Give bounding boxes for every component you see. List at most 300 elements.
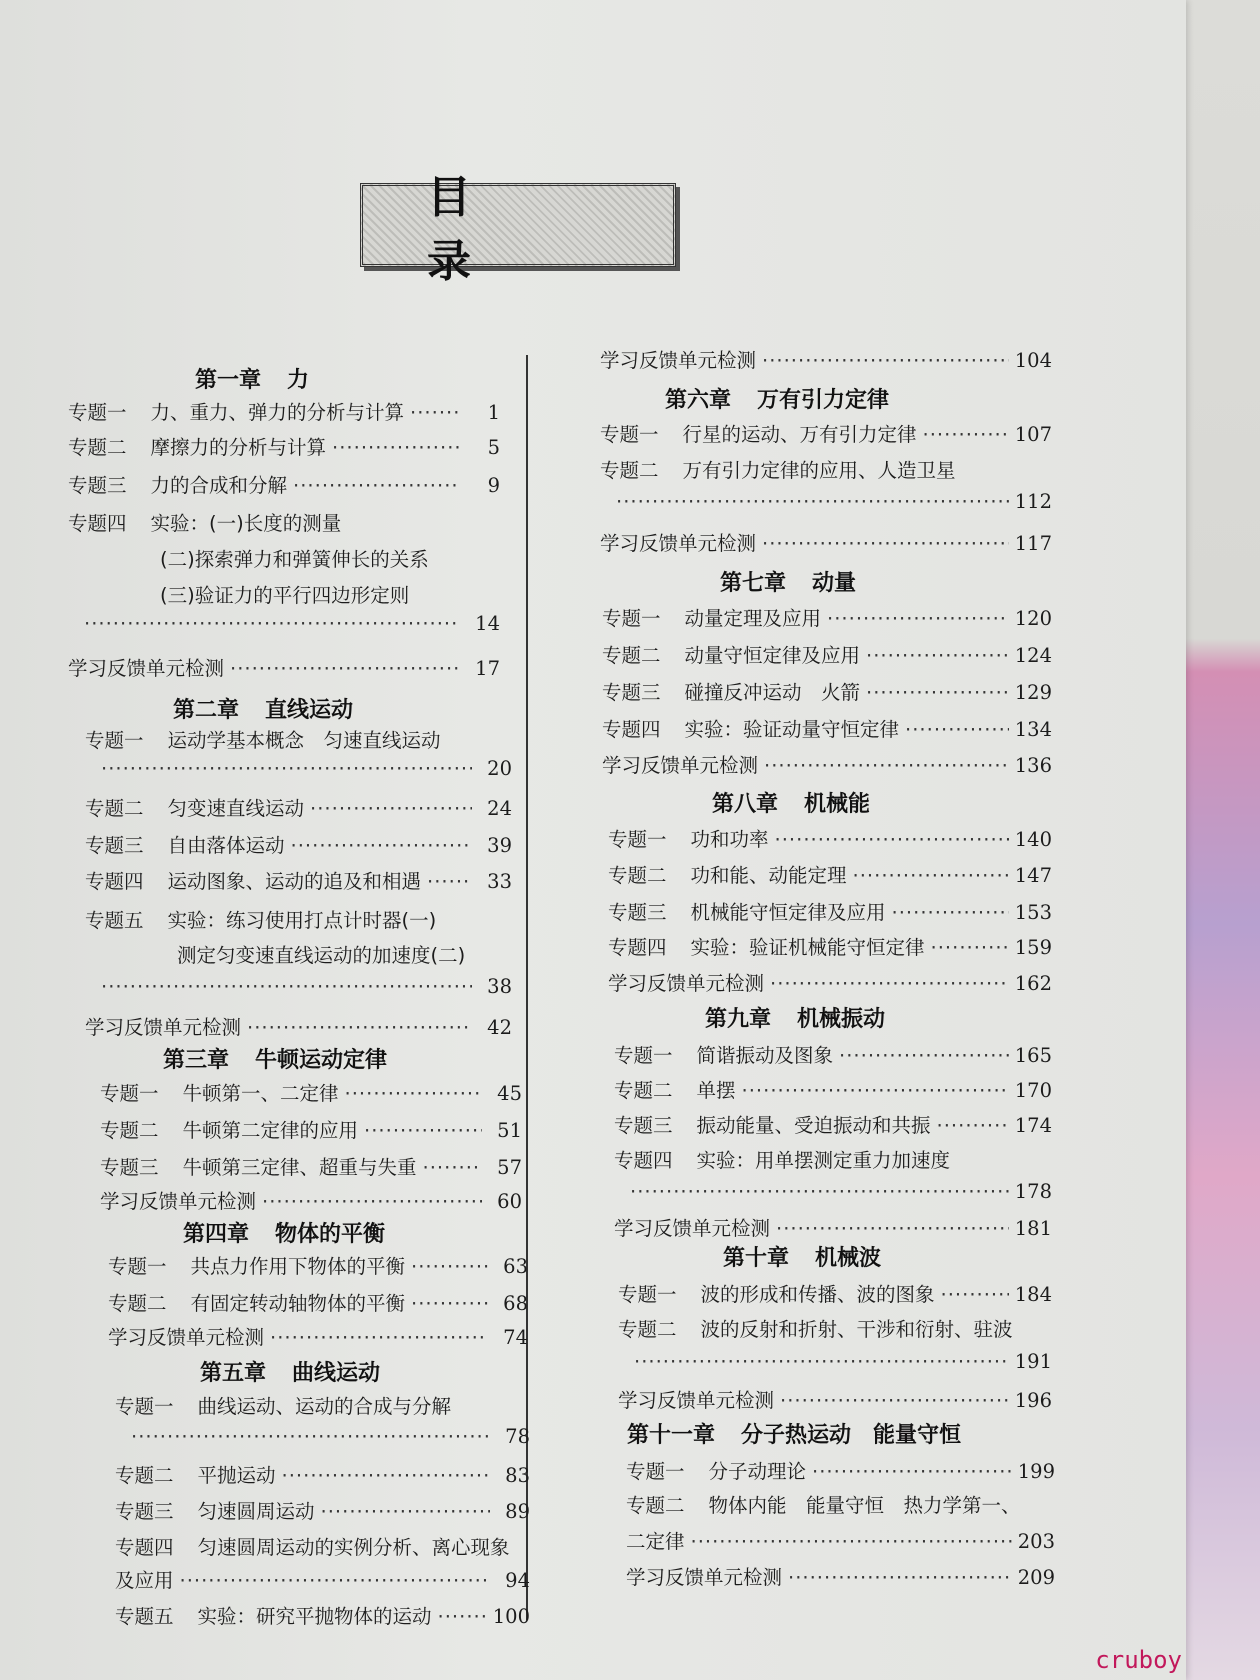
page-number: 184 [1014,1283,1052,1306]
toc-entry [100,1186,522,1214]
page-number: 100 [492,1605,530,1628]
entry-title: (二)探索弹力和弹簧伸长的关系 [160,548,429,571]
toc-entry [614,1213,1052,1241]
entry-title: 万有引力定律的应用、人造卫星 [682,459,956,482]
entry-label [608,824,769,852]
dot-leader [410,401,460,424]
topic-number: 专题三 [614,1114,673,1137]
topic-number: 专题二 [626,1494,685,1517]
dot-leader [905,718,1009,741]
chapter-heading [183,1217,385,1248]
entry-title: 运动学基本概念 匀速直线运动 [167,729,441,752]
chapter-name: 动量 [812,571,857,596]
chapter-name: 曲线运动 [292,1361,381,1386]
toc-entry [68,508,341,536]
entry-label [108,1251,405,1279]
entry-title: 曲线运动、运动的合成与分解 [197,1395,452,1418]
entry-label [115,1565,174,1593]
toc-entry [600,455,956,483]
entry-title: 学习反馈单元检测 [618,1389,775,1412]
entry-title: 牛顿第三定律、超重与失重 [182,1156,417,1179]
toc-entry [618,1314,1013,1342]
page-number: 9 [487,474,500,497]
entry-label [602,750,758,778]
dot-leader [937,1114,1009,1137]
entry-label [602,603,821,631]
entry-title: 学习反馈单元检测 [614,1217,771,1240]
page-number: 117 [1014,532,1052,555]
entry-title: 振动能量、受迫振动和共振 [696,1114,931,1137]
toc-entry [115,1496,530,1524]
topic-number: 专题一 [600,423,659,446]
dot-leader [131,1425,490,1448]
toc-entry [115,1565,530,1593]
entry-title: 学习反馈单元检测 [626,1566,783,1589]
dot-leader [941,1283,1009,1306]
chapter-number: 第十一章 [627,1423,716,1448]
topic-number: 专题四 [115,1536,174,1559]
entry-title: 学习反馈单元检测 [85,1016,242,1039]
chapter-heading [665,383,889,414]
chapter-number: 第六章 [665,388,732,413]
toc-entry [626,1526,1055,1554]
topic-number: 专题二 [614,1079,673,1102]
toc-entry [608,860,1052,888]
topic-number: 专题二 [100,1119,159,1142]
chapter-number: 第八章 [712,792,779,817]
toc-entry [85,1012,512,1040]
toc-entry [608,824,1052,852]
entry-title: 功和功率 [690,828,769,851]
chapter-number: 第十章 [723,1246,790,1271]
dot-leader [923,423,1009,446]
entry-title: 共点力作用下物体的平衡 [190,1255,406,1278]
page-number: 74 [503,1326,528,1349]
chapter-heading [173,693,353,724]
entry-title: 实验：研究平抛物体的运动 [197,1605,432,1628]
dot-leader [764,754,1009,777]
toc-entry [115,1532,510,1560]
toc-entry [618,1279,1052,1307]
page-number: 159 [1014,936,1052,959]
dot-leader [270,1326,488,1349]
entry-label [600,345,756,373]
page-number: 89 [505,1500,530,1523]
entry-label [108,1288,405,1316]
topic-number: 专题三 [608,901,667,924]
toc-entry [600,345,1052,373]
page-title: 目 录 [427,172,643,287]
entry-label [614,1110,931,1138]
dot-leader [411,1292,488,1315]
page-number: 14 [475,612,500,635]
toc-entry [626,1490,1021,1518]
chapter-heading [163,1043,387,1074]
dot-leader [291,834,472,857]
topic-number: 专题四 [602,718,661,741]
page-number: 129 [1014,681,1052,704]
entry-label [614,1040,833,1068]
entry-label [85,830,285,858]
entry-label [618,1385,774,1413]
chapter-name: 牛顿运动定律 [255,1048,388,1073]
page-number: 104 [1014,349,1052,372]
page-number: 5 [487,436,500,459]
dot-leader [293,474,460,497]
page-number: 112 [1014,490,1052,513]
toc-entry [602,677,1052,705]
dot-leader [423,1156,482,1179]
page-number: 39 [487,834,512,857]
entry-label [108,1322,264,1350]
entry-title: 动量定理及应用 [684,607,822,630]
entry-title: 波的反射和折射、干涉和衍射、驻波 [700,1318,1013,1341]
entry-label [100,1115,358,1143]
entry-label [626,1456,806,1484]
entry-label [100,1152,417,1180]
chapter-name: 机械振动 [797,1007,886,1032]
topic-number: 专题三 [85,834,144,857]
dot-leader [788,1566,1012,1589]
entry-label [614,1075,736,1103]
chapter-heading [195,363,309,394]
toc-entry [68,432,500,460]
chapter-name: 机械能 [804,792,871,817]
topic-number: 专题五 [115,1605,174,1628]
page-number: 63 [503,1255,528,1278]
toc-entry [602,750,1052,778]
entry-label [68,397,404,425]
page-number: 42 [487,1016,512,1039]
topic-number: 专题二 [108,1292,167,1315]
toc-entry [115,1391,451,1419]
topic-number: 专题一 [85,729,144,752]
entry-label [618,1279,935,1307]
page-number: 153 [1014,901,1052,924]
topic-number: 专题三 [115,1500,174,1523]
dot-leader [866,644,1009,667]
entry-title: 运动图象、运动的追及和相遇 [167,870,422,893]
entry-title: 物体内能 能量守恒 热力学第一、 [708,1494,1021,1517]
entry-title: 学习反馈单元检测 [602,754,759,777]
toc-entry [78,612,500,640]
entry-label [608,932,925,960]
page-number: 107 [1014,423,1052,446]
toc-entry [85,905,436,933]
entry-title: 波的形成和传播、波的图象 [700,1283,935,1306]
dot-leader [438,1605,487,1628]
topic-number: 专题二 [602,644,661,667]
dot-leader [101,975,472,998]
topic-number: 专题一 [115,1395,174,1418]
dot-leader [310,797,472,820]
chapter-number: 第九章 [705,1007,772,1032]
entry-title: 力的合成和分解 [150,474,288,497]
dot-leader [616,490,1009,513]
toc-entry [626,1562,1055,1590]
chapter-name: 万有引力定律 [757,388,890,413]
page-number: 124 [1014,644,1052,667]
entry-label [85,793,304,821]
watermark: cruboy [1095,1646,1182,1674]
topic-number: 专题一 [614,1044,673,1067]
page-number: 83 [505,1464,530,1487]
entry-label [608,968,764,996]
page-number: 1 [487,401,500,424]
entry-label [115,1601,432,1629]
dot-leader [775,828,1009,851]
entry-label [85,1012,241,1040]
toc-entry [618,1385,1052,1413]
entry-label [68,432,326,460]
dot-leader [332,436,460,459]
topic-number: 专题四 [68,512,127,535]
entry-title: 有固定转动轴物体的平衡 [190,1292,406,1315]
dot-leader [892,901,1009,924]
entry-title: 单摆 [696,1079,736,1102]
chapter-name: 物体的平衡 [275,1222,386,1247]
page-number: 20 [487,757,512,780]
chapter-name: 直线运动 [265,698,354,723]
page-number: 209 [1017,1566,1055,1589]
entry-title: 实验：验证动量守恒定律 [684,718,900,741]
entry-label [602,714,899,742]
dot-leader [427,870,472,893]
entry-label [600,528,756,556]
toc-entry [602,640,1052,668]
toc-entry [600,419,1052,447]
page-number: 24 [487,797,512,820]
entry-label [608,897,886,925]
toc-entry [177,940,465,968]
entry-title: 实验：(一)长度的测量 [150,512,342,535]
topic-number: 专题五 [85,909,144,932]
entry-title: 学习反馈单元检测 [108,1326,265,1349]
entry-title: 实验：验证机械能守恒定律 [690,936,925,959]
dot-leader [364,1119,482,1142]
page-number: 181 [1014,1217,1052,1240]
chapter-name: 分子热运动 能量守恒 [741,1423,962,1448]
dot-leader [853,864,1009,887]
chapter-heading [712,787,870,818]
dot-leader [691,1530,1012,1553]
page-number: 140 [1014,828,1052,851]
page-number: 38 [487,975,512,998]
toc-entry [95,757,512,785]
entry-label [115,1496,315,1524]
chapter-heading [723,1241,881,1272]
topic-number: 专题一 [626,1460,685,1483]
entry-title: 平抛运动 [197,1464,276,1487]
topic-number: 专题一 [68,401,127,424]
topic-number: 专题一 [618,1283,677,1306]
entry-title: 自由落体运动 [167,834,285,857]
dot-leader [630,1180,1009,1203]
entry-label [614,1213,770,1241]
entry-title: 学习反馈单元检测 [608,972,765,995]
dot-leader [812,1460,1012,1483]
page-number: 120 [1014,607,1052,630]
toc-entry [100,1078,522,1106]
topic-number: 专题一 [108,1255,167,1278]
topic-number: 专题三 [68,474,127,497]
toc-entry [614,1145,950,1173]
topic-number: 专题四 [85,870,144,893]
entry-title: 简谐振动及图象 [696,1044,834,1067]
page-number: 51 [497,1119,522,1142]
chapter-number: 第三章 [163,1048,230,1073]
dot-leader [247,1016,472,1039]
dot-leader [762,532,1009,555]
entry-title: 及应用 [115,1569,174,1592]
entry-title: (三)验证力的平行四边形定则 [160,584,410,607]
entry-title: 学习反馈单元检测 [600,349,757,372]
entry-label [626,1526,685,1554]
entry-title: 实验：练习使用打点计时器(一) [167,909,437,932]
chapter-heading [705,1002,885,1033]
topic-number: 专题二 [85,797,144,820]
toc-entry [68,470,500,498]
topic-number: 专题一 [602,607,661,630]
entry-title: 学习反馈单元检测 [68,657,225,680]
dot-leader [634,1350,1009,1373]
toc-entry [602,714,1052,742]
dot-leader [762,349,1009,372]
entry-title: 摩擦力的分析与计算 [150,436,327,459]
chapter-name: 力 [287,368,310,393]
page-number: 57 [497,1156,522,1179]
dot-leader [411,1255,488,1278]
page-number: 147 [1014,864,1052,887]
entry-title: 学习反馈单元检测 [100,1190,257,1213]
entry-label [68,653,224,681]
entry-label [626,1562,782,1590]
entry-title: 分子动理论 [708,1460,807,1483]
entry-title: 动量守恒定律及应用 [684,644,861,667]
topic-number: 专题二 [115,1464,174,1487]
toc-entry [602,603,1052,631]
entry-label [85,866,421,894]
entry-label [100,1186,256,1214]
dot-leader [839,1044,1009,1067]
toc-entry [608,968,1052,996]
page-number: 196 [1014,1389,1052,1412]
page-number: 174 [1014,1114,1052,1137]
page-number: 162 [1014,972,1052,995]
entry-title: 匀速圆周运动的实例分析、离心现象 [197,1536,510,1559]
dot-leader [827,607,1009,630]
entry-title: 二定律 [626,1530,685,1553]
entry-title: 机械能守恒定律及应用 [690,901,886,924]
entry-title: 碰撞反冲运动 火箭 [684,681,861,704]
topic-number: 专题二 [618,1318,677,1341]
toc-entry [160,580,409,608]
entry-label [602,640,860,668]
toc-entry [85,866,512,894]
dot-leader [321,1500,490,1523]
entry-title: 匀变速直线运动 [167,797,305,820]
topic-number: 专题四 [608,936,667,959]
toc-entry [100,1152,522,1180]
entry-title: 牛顿第一、二定律 [182,1082,339,1105]
topic-number: 专题二 [600,459,659,482]
toc-entry [100,1115,522,1143]
dot-leader [262,1190,482,1213]
page-number: 136 [1014,754,1052,777]
entry-title: 学习反馈单元检测 [600,532,757,555]
toc-entry [610,490,1052,518]
entry-title: 功和能、动能定理 [690,864,847,887]
toc-entry [160,544,429,572]
topic-number: 专题二 [608,864,667,887]
toc-entry [614,1075,1052,1103]
page-number: 134 [1014,718,1052,741]
chapter-heading [200,1356,380,1387]
dot-leader [776,1217,1009,1240]
dot-leader [180,1569,490,1592]
page-number: 78 [505,1425,530,1448]
toc-entry [108,1251,528,1279]
toc-entry [95,975,512,1003]
toc-entry [115,1460,530,1488]
entry-label [115,1460,276,1488]
chapter-number: 第二章 [173,698,240,723]
dot-leader [931,936,1009,959]
dot-leader [230,657,460,680]
page-number: 45 [497,1082,522,1105]
toc-entry [626,1456,1055,1484]
entry-title: 实验：用单摆测定重力加速度 [696,1149,951,1172]
dot-leader [282,1464,490,1487]
entry-title: 测定匀变速直线运动的加速度(二) [177,944,466,967]
toc-entry [108,1322,528,1350]
toc-entry [608,932,1052,960]
entry-title: 牛顿第二定律的应用 [182,1119,359,1142]
dot-leader [345,1082,482,1105]
toc-entry [85,725,441,753]
toc-entry [108,1288,528,1316]
page-number: 33 [487,870,512,893]
toc-entry [614,1110,1052,1138]
toc-entry [608,897,1052,925]
chapter-number: 第四章 [183,1222,250,1247]
topic-number: 专题二 [68,436,127,459]
dot-leader [866,681,1009,704]
entry-title: 匀速圆周运动 [197,1500,315,1523]
entry-title: 力、重力、弹力的分析与计算 [150,401,405,424]
toc-entry [624,1180,1052,1208]
background-fabric [1180,0,1260,1680]
entry-label [100,1078,339,1106]
topic-number: 专题四 [614,1149,673,1172]
dot-leader [101,757,472,780]
topic-number: 专题一 [100,1082,159,1105]
entry-label [602,677,860,705]
page-number: 191 [1014,1350,1052,1373]
entry-title: 行星的运动、万有引力定律 [682,423,917,446]
toc-entry [628,1350,1052,1378]
page-number: 178 [1014,1180,1052,1203]
page-number: 170 [1014,1079,1052,1102]
toc-entry [614,1040,1052,1068]
page-number: 94 [505,1569,530,1592]
topic-number: 专题一 [608,828,667,851]
dot-leader [780,1389,1009,1412]
toc-entry [68,397,500,425]
toc-entry [85,793,512,821]
chapter-number: 第五章 [200,1361,267,1386]
chapter-heading [627,1418,961,1449]
